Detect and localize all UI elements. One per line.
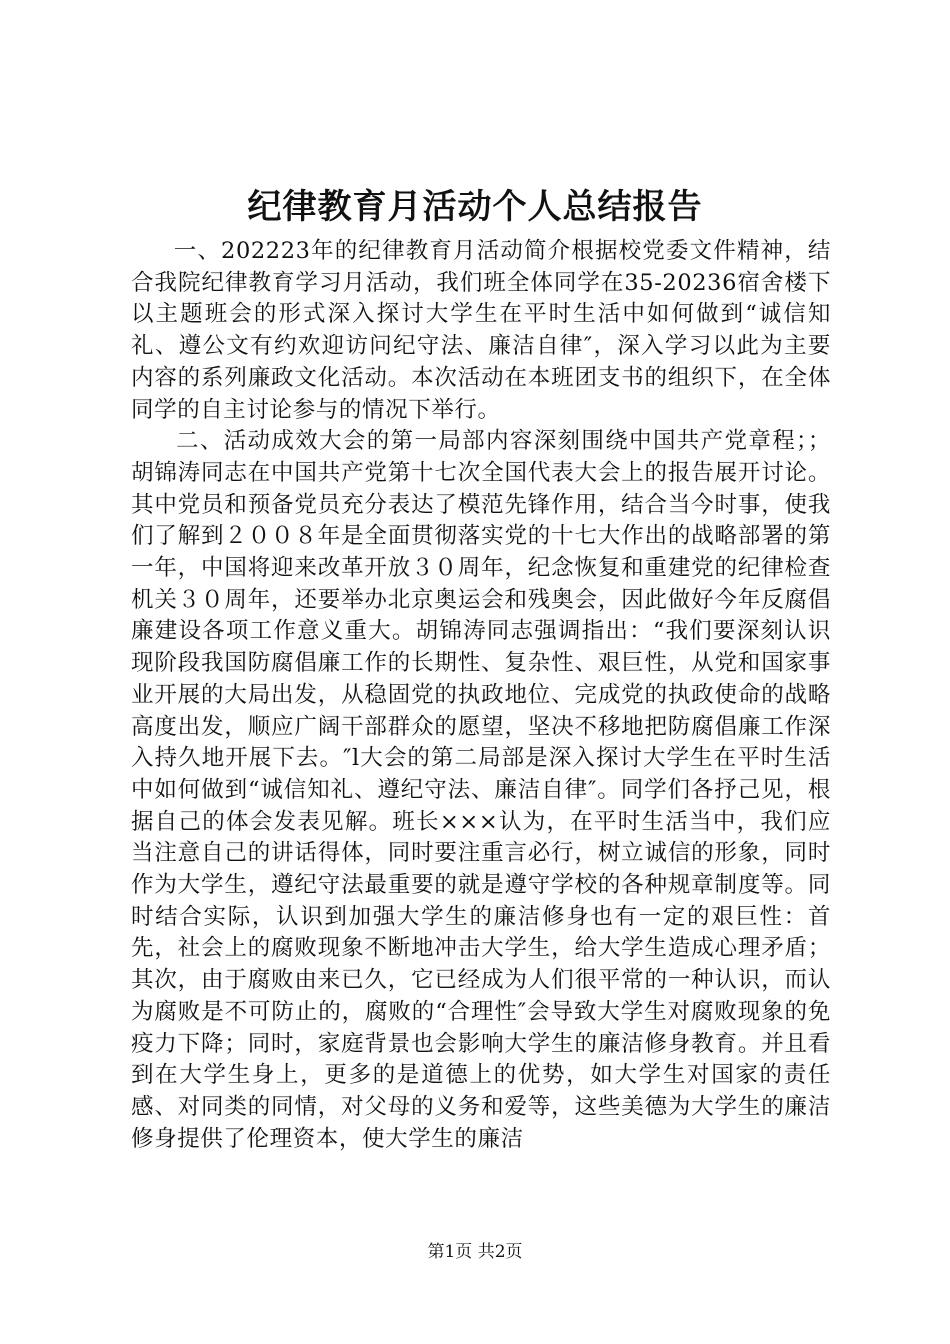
paragraph-1: 一、202223年的纪律教育月活动简介根据校党委文件精神，结合我院纪律教育学习月活动，我们班全体同学在35-20236宿舍楼下以主题班会的形式深入探讨大学生在平时生活中如何做到“诚信知礼、遵公文有约欢迎访问纪守法、廉洁自律″，深入学习以此为主要内容的系列廉政文化活动。本次活动在本班团支书的组织下，在全体同学的自主讨论参与的情况下举行。 [131, 238, 831, 423]
page-footer: 第1页 共2页 [427, 1242, 523, 1262]
document-title: 纪律教育月活动个人总结报告 [247, 187, 703, 227]
paragraph-2: 二、活动成效大会的第一局部内容深刻围绕中国共产党章程；；胡锦涛同志在中国共产党第十七次全国代表大会上的报告展开讨论。其中党员和预备党员充分表达了模范先锋作用，结合当今时事，使我们了解到２００８年是全面贯彻落实党的十七大作出的战略部署的第一年，中国将迎来改革开放３０周年，纪念恢复和重建党的纪律检查机关３０周年，还要举办北京奥运会和残奥会，因此做好今年反腐倡廉建设各项工作意义重大。胡锦涛同志强调指出：“我们要深刻认识现阶段我国防腐倡廉工作的长期性、复杂性、艰巨性，从党和国家事业开展的大局出发，从稳固党的执政地位、完成党的执政使命的战略高度出发，顺应广阔干部群众的愿望，坚决不移地把防腐倡廉工作深入持久地开展下去。″l大会的第二局部是深入探讨大学生在平时生活中如何做到“诚信知礼、遵纪守法、廉洁自律″。同学们各抒己见，根据自己的体会发表见解。班长×××认为，在平时生活当中，我们应当注意自己的讲话得体，同时要注重言必行，树立诚信的形象，同时作为大学生，遵纪守法最重要的就是遵守学校的各种规章制度等。同时结合实际，认识到加强大学生的廉洁修身也有一定的艰巨性：首先，社会上的腐败现象不断地冲击大学生，给大学生造成心理矛盾；其次，由于腐败由来已久，它已经成为人们很平常的一种认识，而认为腐败是不可防止的，腐败的“合理性″会导致大学生对腐败现象的免疫力下降；同时，家庭背景也会影响大学生的廉洁修身教育。并且看到在大学生身上，更多的是道德上的优势，如大学生对国家的责任感、对同类的同情，对父母的义务和爱等，这些美德为大学生的廉洁修身提供了伦理资本，使大学生的廉洁 [131, 428, 831, 1152]
document-body [131, 236, 831, 1155]
